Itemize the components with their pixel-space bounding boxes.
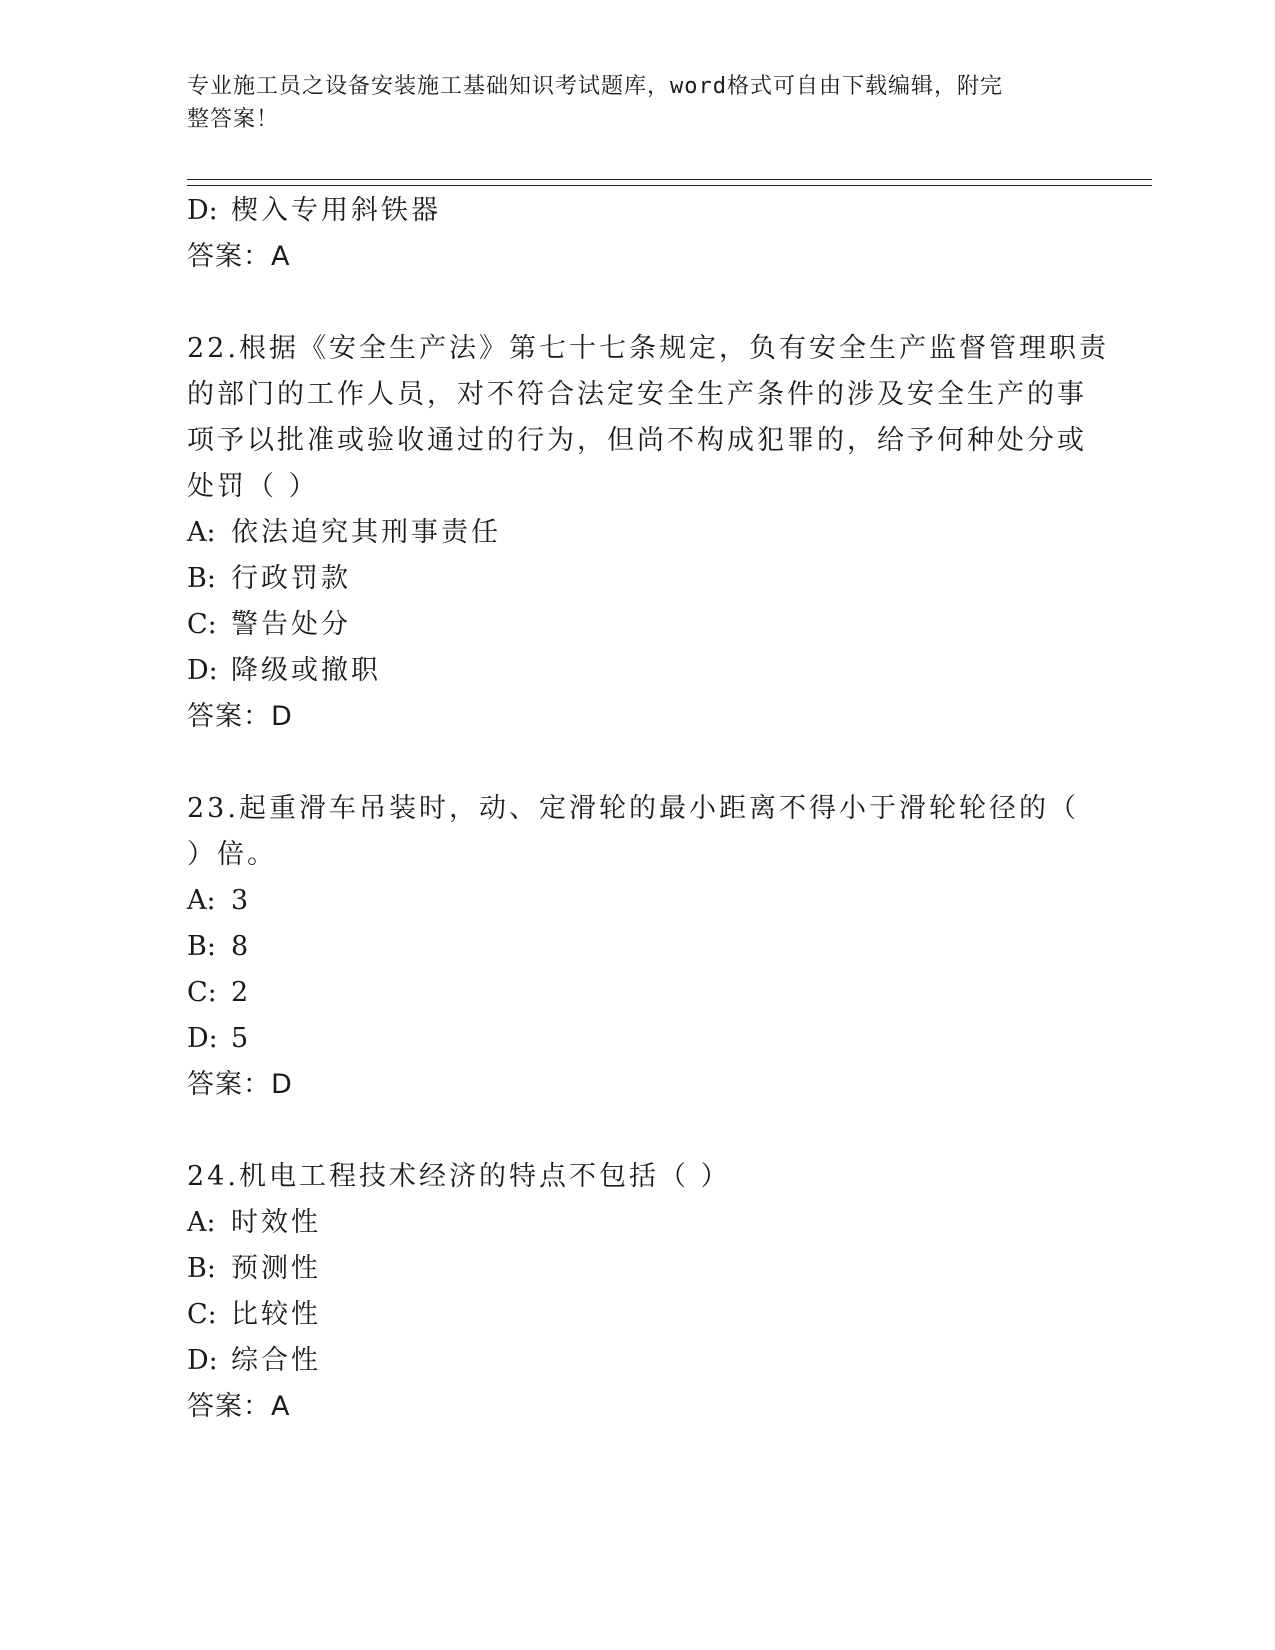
q23-option-a — [187, 878, 1087, 924]
option-text: 警告处分 — [231, 609, 351, 640]
header-line-1: 专业施工员之设备安装施工基础知识考试题库，word格式可自由下载编辑，附完 — [187, 74, 1003, 99]
q22-option-a — [187, 510, 1087, 556]
option-text: 楔入专用斜铁器 — [231, 195, 441, 226]
option-key: C: — [187, 977, 217, 1008]
option-text: 比较性 — [231, 1299, 321, 1330]
q21-option-d — [187, 188, 1087, 234]
option-key: D: — [187, 655, 218, 686]
q23-stem — [187, 786, 1087, 878]
question-content — [187, 188, 1109, 1430]
header-divider-bottom — [187, 185, 1152, 186]
option-key: A: — [187, 517, 216, 548]
option-text: 依法追究其刑事责任 — [231, 517, 501, 548]
q23-option-c — [187, 970, 1087, 1016]
option-key: D: — [187, 195, 218, 226]
q22-option-b — [187, 556, 1087, 602]
question-line: ）倍。 — [187, 839, 277, 870]
option-text: 3 — [231, 885, 252, 916]
option-key: B: — [187, 931, 216, 962]
option-text: 预测性 — [231, 1253, 321, 1284]
spacer — [187, 1108, 1087, 1154]
q24-option-a — [187, 1200, 1087, 1246]
q24-option-d — [187, 1338, 1087, 1384]
q22-option-d — [187, 648, 1087, 694]
option-text: 行政罚款 — [231, 563, 351, 594]
option-key: D: — [187, 1023, 218, 1054]
option-text: 时效性 — [231, 1207, 321, 1238]
q24-option-b — [187, 1246, 1087, 1292]
q22-stem — [187, 326, 1109, 510]
spacer — [187, 280, 1087, 326]
question-line: 24.机电工程技术经济的特点不包括（ ） — [187, 1161, 731, 1192]
q24-option-c — [187, 1292, 1087, 1338]
option-text: 综合性 — [231, 1345, 321, 1376]
q23-option-b — [187, 924, 1087, 970]
header-divider-top — [187, 179, 1152, 180]
option-text: 5 — [231, 1023, 252, 1054]
option-key: B: — [187, 1253, 216, 1284]
option-key: C: — [187, 1299, 217, 1330]
q24-stem — [187, 1154, 1087, 1200]
option-key: A: — [187, 885, 216, 916]
q23-answer: 答案：D — [187, 1069, 293, 1100]
q22-option-c — [187, 602, 1087, 648]
question-line: 项予以批准或验收通过的行为，但尚不构成犯罪的，给予何种处分或 — [187, 425, 1087, 456]
header-line-2: 整答案！ — [187, 107, 280, 132]
option-text: 降级或撤职 — [231, 655, 381, 686]
q23-option-d — [187, 1016, 1087, 1062]
option-key: A: — [187, 1207, 216, 1238]
q24-answer: 答案：A — [187, 1391, 291, 1422]
document-header — [187, 70, 1067, 136]
question-line: 23.起重滑车吊装时，动、定滑轮的最小距离不得小于滑轮轮径的（ — [187, 793, 1079, 824]
q21-answer: 答案：A — [187, 241, 291, 272]
spacer — [187, 740, 1087, 786]
option-key: B: — [187, 563, 216, 594]
question-line: 22.根据《安全生产法》第七十七条规定，负有安全生产监督管理职责 — [187, 333, 1109, 364]
q22-answer: 答案：D — [187, 701, 293, 732]
option-key: C: — [187, 609, 217, 640]
option-text: 2 — [231, 977, 252, 1008]
question-line: 的部门的工作人员，对不符合法定安全生产条件的涉及安全生产的事 — [187, 379, 1087, 410]
option-text: 8 — [231, 931, 252, 962]
option-key: D: — [187, 1345, 218, 1376]
question-line: 处罚（ ） — [187, 471, 319, 502]
